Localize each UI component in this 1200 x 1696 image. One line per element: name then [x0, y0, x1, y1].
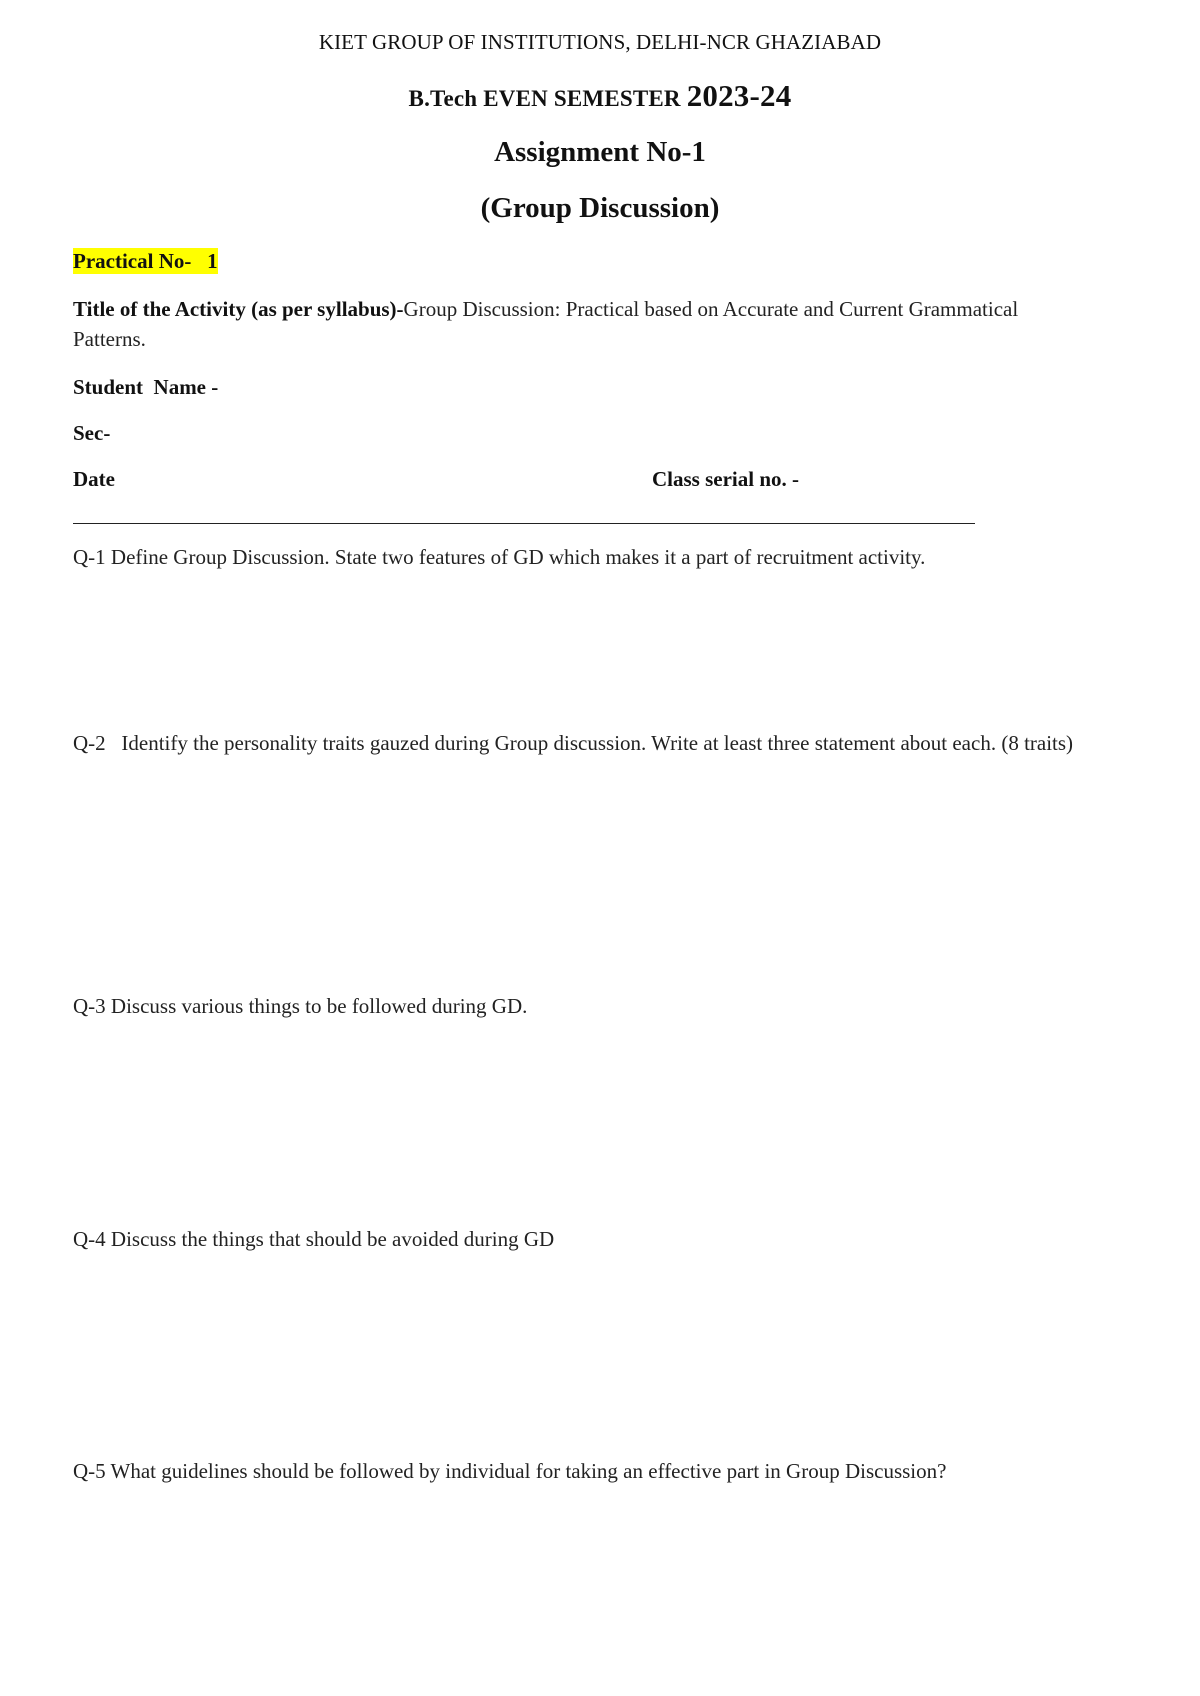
activity-title-value: Group Discussion: Practical based on Accurate and Current Grammatical Patterns. — [73, 297, 1019, 351]
question-2: Q-2 Identify the personality traits gauzed during Group discussion. Write at least three statement about each. (8 traits) — [73, 731, 1074, 755]
class-serial-field: Class serial no. - — [652, 467, 799, 491]
assignment-title: Assignment No-1 — [494, 136, 706, 168]
practical-number: Practical No- 1 — [73, 249, 218, 273]
section-field: Sec- — [73, 421, 111, 445]
question-5: Q-5 What guidelines should be followed by individual for taking an effective part in Group Discussion? — [73, 1459, 947, 1483]
activity-title-label: Title of the Activity (as per syllabus)- — [73, 297, 404, 321]
semester-prefix: B.Tech EVEN SEMESTER — [408, 86, 681, 111]
question-4: Q-4 Discuss the things that should be avoided during GD — [73, 1227, 555, 1251]
question-3: Q-3 Discuss various things to be followed during GD. — [73, 994, 528, 1018]
date-field: Date — [73, 467, 115, 491]
student-name-field: Student Name - — [73, 375, 219, 399]
semester-heading — [0, 78, 1200, 114]
semester-year: 2023-24 — [686, 78, 792, 113]
institution-name: KIET GROUP OF INSTITUTIONS, DELHI-NCR GHAZIABAD — [318, 30, 882, 54]
activity-title — [73, 294, 1063, 354]
activity-type-heading: (Group Discussion) — [480, 192, 720, 224]
question-1: Q-1 Define Group Discussion. State two features of GD which makes it a part of recruitment activity. — [73, 545, 926, 569]
header-divider — [73, 523, 975, 524]
